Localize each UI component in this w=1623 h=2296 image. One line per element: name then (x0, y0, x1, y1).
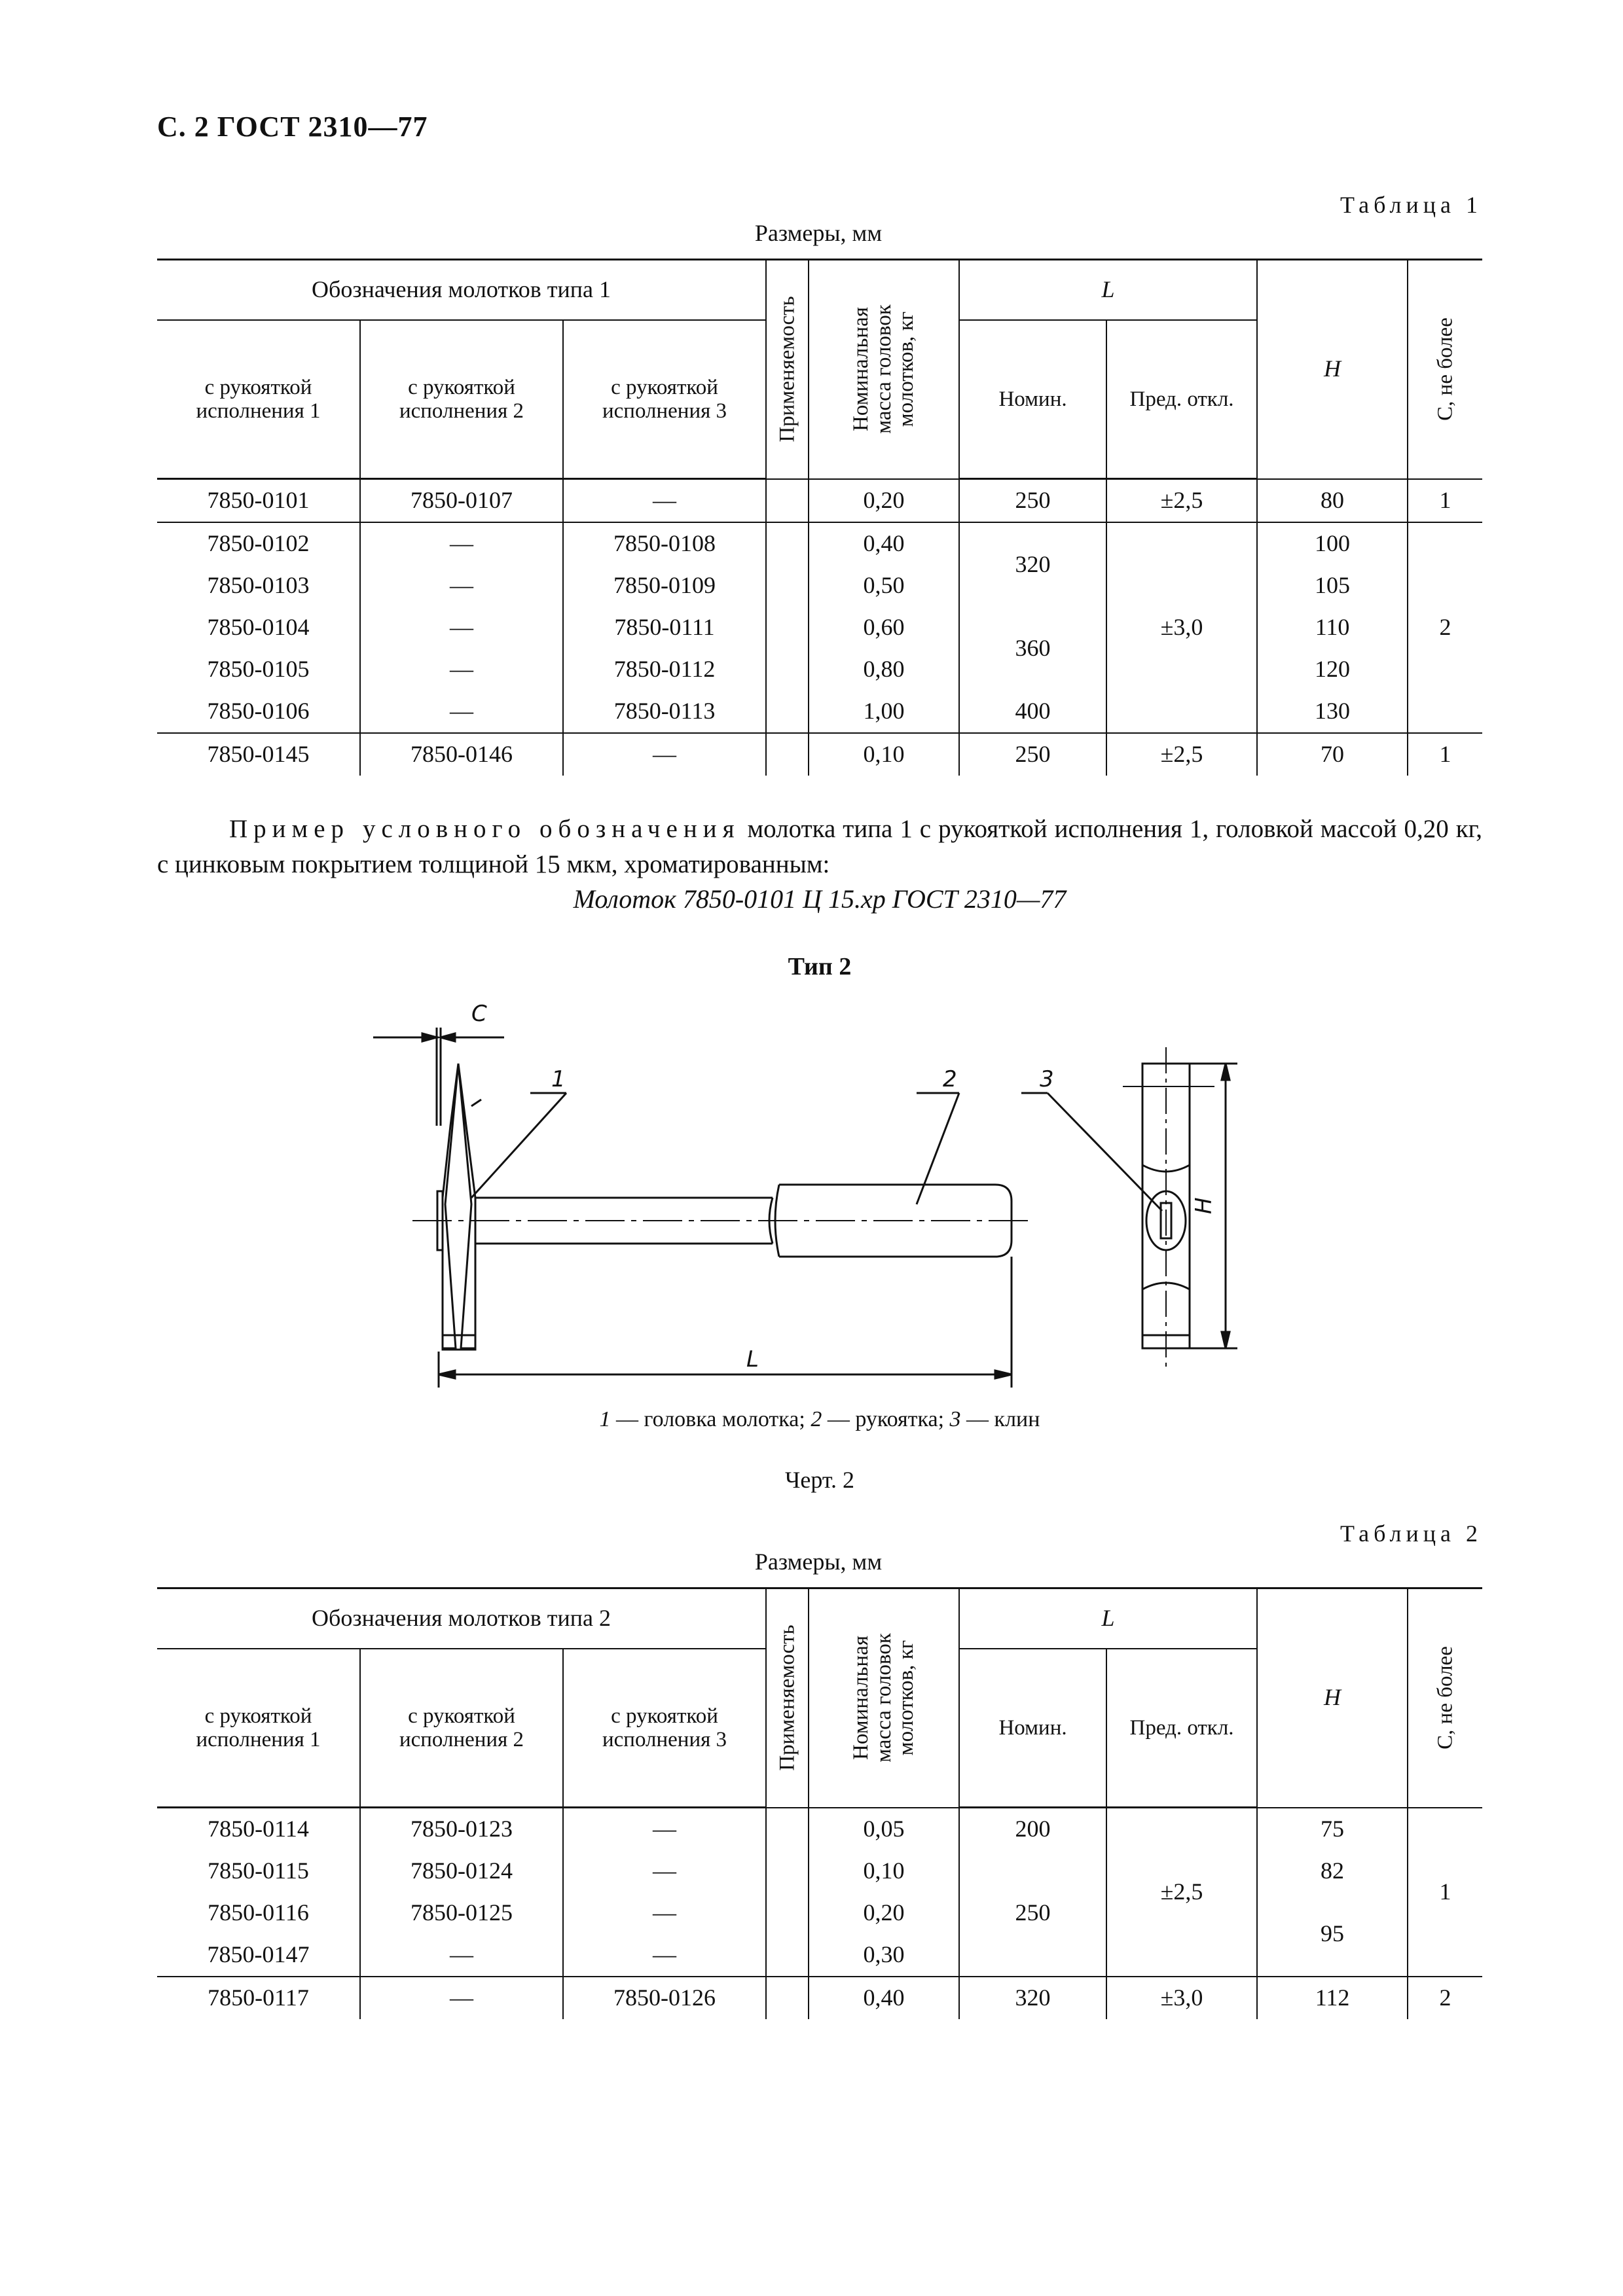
cell-c3: — (563, 479, 766, 523)
table-row (157, 649, 1482, 691)
cell-mass: 0,05 (809, 1808, 959, 1851)
example-designation: Молоток 7850-0101 Ц 15.хр ГОСТ 2310—77 (573, 884, 1067, 914)
table2-col-mass: Номинальная масса головок молотков, кг (809, 1588, 959, 1808)
cell-c3: — (563, 1934, 766, 1977)
table1-col-mass: Номинальная масса головок молотков, кг (809, 260, 959, 479)
figure-title: Тип 2 (788, 953, 852, 980)
cell-c2: — (360, 522, 563, 565)
table2 (157, 1587, 1482, 2019)
cell-c3: — (563, 1808, 766, 1851)
cell-H: 82 (1257, 1850, 1408, 1892)
cell-c3: — (563, 1892, 766, 1934)
cell-nom: 250 (959, 479, 1106, 523)
cell-c3: 7850-0126 (563, 1977, 766, 2019)
table2-col-handle-3: с рукояткой исполнения 3 (563, 1649, 766, 1808)
cell-c2: 7850-0124 (360, 1850, 563, 1892)
cell-c1: 7850-0103 (157, 565, 360, 607)
cell-C: 2 (1408, 522, 1482, 733)
table-row (157, 607, 1482, 649)
cell-mass: 0,40 (809, 1977, 959, 2019)
table1-col-handle-1: с рукояткой исполнения 1 (157, 320, 360, 479)
cell-C: 1 (1408, 1808, 1482, 1977)
table1-col-tol: Пред. откл. (1106, 320, 1257, 479)
figure-number: Черт. 2 (785, 1467, 854, 1493)
table1 (157, 259, 1482, 776)
cell-c3: — (563, 733, 766, 776)
cell-H: 75 (1257, 1808, 1408, 1851)
cell-c3: — (563, 1850, 766, 1892)
cell-c2: 7850-0107 (360, 479, 563, 523)
cell-c3: 7850-0111 (563, 607, 766, 649)
table2-col-L: L (959, 1588, 1257, 1649)
cell-mass: 0,80 (809, 649, 959, 691)
table1-col-applic: Применяемость (766, 260, 809, 479)
cell-mass: 0,50 (809, 565, 959, 607)
cell-c1: 7850-0147 (157, 1934, 360, 1977)
caption-text-2: — рукоятка; (822, 1407, 950, 1431)
cell-c2: — (360, 691, 563, 733)
cell-tol: ±2,5 (1106, 1808, 1257, 1977)
cell-mass: 0,10 (809, 733, 959, 776)
cell-H: 112 (1257, 1977, 1408, 2019)
cell-c1: 7850-0105 (157, 649, 360, 691)
cell-c2: — (360, 1934, 563, 1977)
cell-c2: 7850-0146 (360, 733, 563, 776)
cell-H: 80 (1257, 479, 1408, 523)
cell-C: 2 (1408, 1977, 1482, 2019)
table2-group-header: Обозначения молотков типа 2 (157, 1588, 766, 1649)
cell-c1: 7850-0117 (157, 1977, 360, 2019)
cell-c1: 7850-0104 (157, 607, 360, 649)
callout-2: 2 (943, 1066, 957, 1092)
caption-text-3: — клин (960, 1407, 1040, 1431)
cell-H: 105 (1257, 565, 1408, 607)
cell-c2: — (360, 607, 563, 649)
cell-c2: — (360, 1977, 563, 2019)
table2-col-H: H (1257, 1588, 1408, 1808)
cell-nom: 320 (959, 522, 1106, 607)
dim-L-label: L (746, 1346, 759, 1372)
table1-col-H: H (1257, 260, 1408, 479)
cell-tol: ±3,0 (1106, 1977, 1257, 2019)
table1-col-C: C, не более (1408, 260, 1482, 479)
cell-nom: 320 (959, 1977, 1106, 2019)
cell-H: 120 (1257, 649, 1408, 691)
cell-C: 1 (1408, 479, 1482, 523)
table-row (157, 691, 1482, 733)
cell-H: 95 (1257, 1892, 1408, 1977)
hammer-drawing (367, 982, 1316, 1407)
table-row (157, 1977, 1482, 2019)
table2-col-nom: Номин. (959, 1649, 1106, 1808)
cell-c1: 7850-0114 (157, 1808, 360, 1851)
cell-applic (766, 733, 809, 776)
cell-c1: 7850-0106 (157, 691, 360, 733)
table1-label: Таблица 1 (1340, 192, 1482, 218)
table-row (157, 733, 1482, 776)
cell-nom: 250 (959, 1850, 1106, 1977)
cell-mass: 0,40 (809, 522, 959, 565)
cell-c3: 7850-0113 (563, 691, 766, 733)
cell-H: 130 (1257, 691, 1408, 733)
dim-c-label: C (471, 1001, 487, 1027)
caption-num-2: 2 (811, 1407, 822, 1431)
example-text: молотка типа 1 с рукояткой исполнения 1, головкой массой 0,20 кг, с цинковым покрытием толщиной 15 мкм, хроматированным: (157, 815, 1482, 878)
table2-col-applic: Применяемость (766, 1588, 809, 1808)
cell-tol: ±3,0 (1106, 522, 1257, 733)
cell-c1: 7850-0145 (157, 733, 360, 776)
cell-nom: 200 (959, 1808, 1106, 1851)
caption-num-1: 1 (599, 1407, 611, 1431)
table2-col-handle-2: с рукояткой исполнения 2 (360, 1649, 563, 1808)
table1-col-L: L (959, 260, 1257, 321)
cell-applic (766, 522, 809, 733)
table-row (157, 1808, 1482, 1851)
table1-col-handle-2: с рукояткой исполнения 2 (360, 320, 563, 479)
cell-c1: 7850-0116 (157, 1892, 360, 1934)
cell-applic (766, 479, 809, 523)
example-paragraph (157, 812, 1482, 882)
cell-c2: 7850-0123 (360, 1808, 563, 1851)
cell-c2: 7850-0125 (360, 1892, 563, 1934)
cell-c3: 7850-0109 (563, 565, 766, 607)
cell-c3: 7850-0108 (563, 522, 766, 565)
cell-applic (766, 1808, 809, 1977)
callout-1: 1 (551, 1066, 566, 1092)
cell-tol: ±2,5 (1106, 479, 1257, 523)
table2-label: Таблица 2 (1340, 1520, 1482, 1547)
cell-H: 70 (1257, 733, 1408, 776)
cell-mass: 0,60 (809, 607, 959, 649)
callout-3: 3 (1040, 1066, 1054, 1092)
table2-dims: Размеры, мм (754, 1549, 883, 1575)
cell-applic (766, 1977, 809, 2019)
cell-mass: 1,00 (809, 691, 959, 733)
table2-col-handle-1: с рукояткой исполнения 1 (157, 1649, 360, 1808)
cell-c1: 7850-0101 (157, 479, 360, 523)
cell-c3: 7850-0112 (563, 649, 766, 691)
table-row (157, 565, 1482, 607)
figure-caption (157, 1407, 1482, 1432)
cell-c2: — (360, 565, 563, 607)
table-row (157, 522, 1482, 565)
cell-C: 1 (1408, 733, 1482, 776)
table1-col-handle-3: с рукояткой исполнения 3 (563, 320, 766, 479)
table2-col-tol: Пред. откл. (1106, 1649, 1257, 1808)
table1-group-header: Обозначения молотков типа 1 (157, 260, 766, 321)
example-spaced-heading: Пример условного обозначения (229, 815, 740, 843)
cell-nom: 250 (959, 733, 1106, 776)
table1-dims: Размеры, мм (754, 220, 883, 246)
cell-nom: 400 (959, 691, 1106, 733)
table2-col-C: C, не более (1408, 1588, 1482, 1808)
table-row (157, 479, 1482, 523)
cell-mass: 0,30 (809, 1934, 959, 1977)
dim-H-label: H (1191, 1197, 1217, 1214)
cell-H: 100 (1257, 522, 1408, 565)
cell-mass: 0,20 (809, 1892, 959, 1934)
caption-text-1: — головка молотка; (610, 1407, 811, 1431)
page-header: С. 2 ГОСТ 2310—77 (157, 111, 428, 143)
cell-nom: 360 (959, 607, 1106, 691)
cell-mass: 0,10 (809, 1850, 959, 1892)
table1-col-nom: Номин. (959, 320, 1106, 479)
cell-mass: 0,20 (809, 479, 959, 523)
cell-c1: 7850-0115 (157, 1850, 360, 1892)
caption-num-3: 3 (949, 1407, 961, 1431)
cell-tol: ±2,5 (1106, 733, 1257, 776)
cell-H: 110 (1257, 607, 1408, 649)
table-row (157, 1892, 1482, 1934)
cell-c1: 7850-0102 (157, 522, 360, 565)
cell-c2: — (360, 649, 563, 691)
table-row (157, 1850, 1482, 1892)
